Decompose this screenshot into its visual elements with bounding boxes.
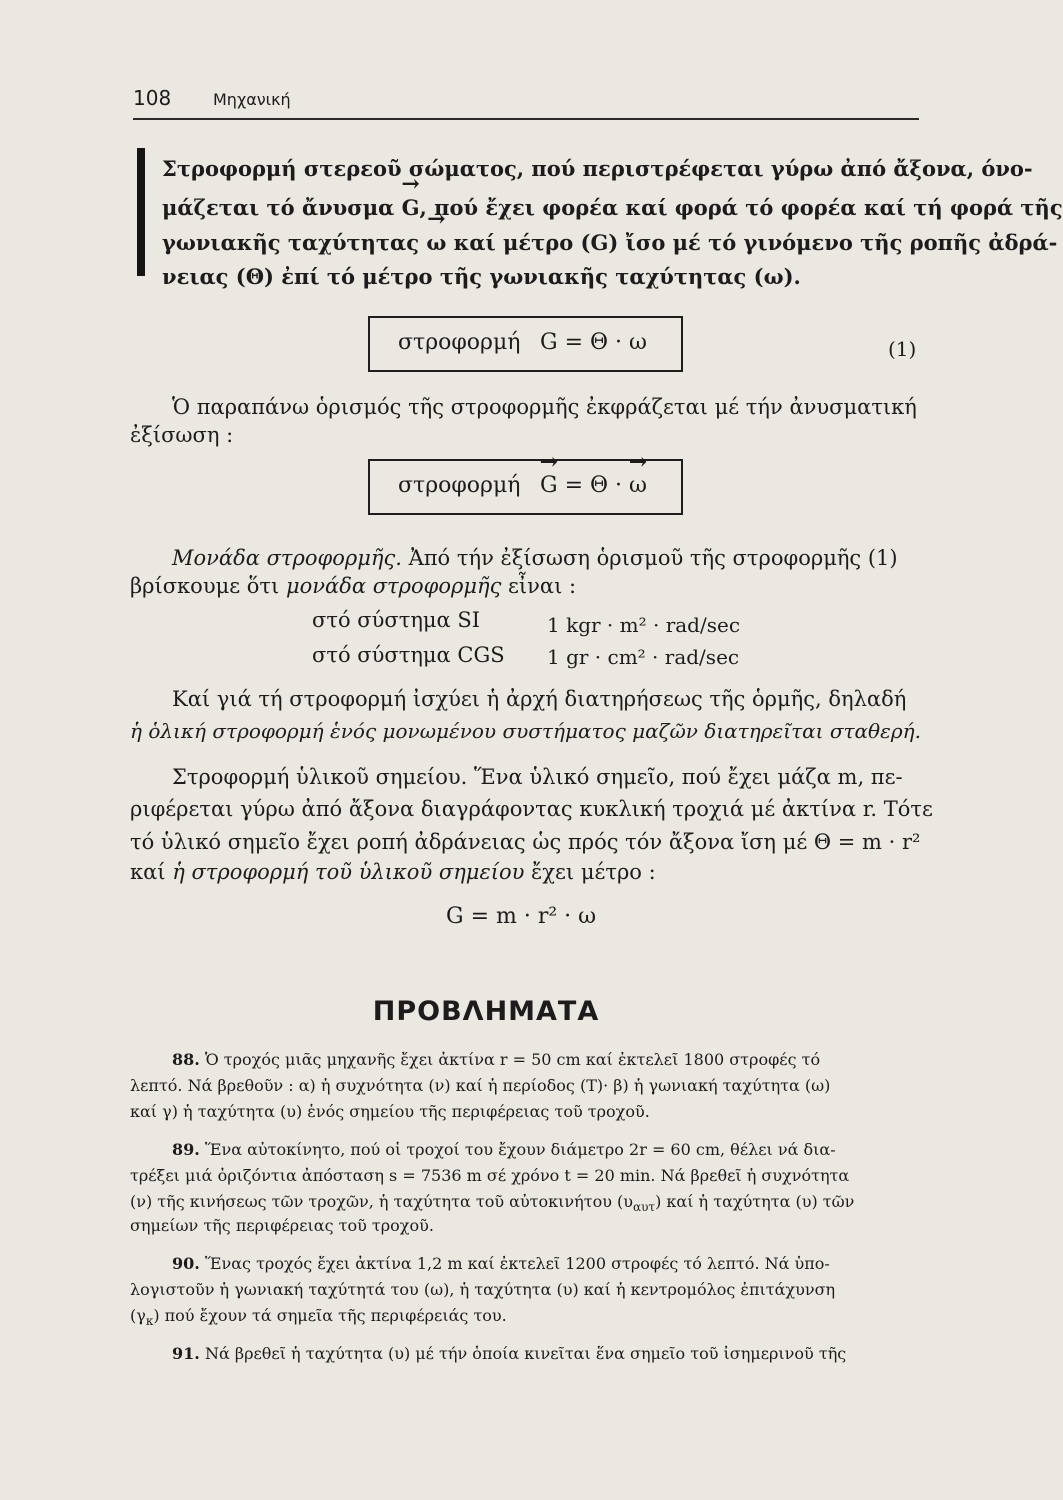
vector-intro-line-2: ἐξίσωση : bbox=[130, 423, 234, 447]
cgs-label: στό σύστημα CGS bbox=[312, 643, 505, 667]
si-label: στό σύστημα SI bbox=[312, 608, 481, 632]
problem-text: Ἕνα αὐτοκίνητο, πού οἱ τροχοί του ἔχουν διάμετρο 2r = 60 cm, θέλει νά δια- bbox=[204, 1140, 836, 1159]
problem-text: Νά βρεθεῖ ἡ ταχύτητα (υ) μέ τήν ὁποία κινεῖται ἕνα σημεῖο τοῦ ἰσημερινοῦ τῆς bbox=[204, 1344, 847, 1363]
formula-1-expression: G = Θ · ω bbox=[540, 330, 647, 355]
point-section-line-3: τό ὑλικό σημεῖο ἔχει ροπή ἀδράνειας ὡς πρός τόν ἄξονα ἴση μέ Θ = m · r² bbox=[130, 830, 921, 854]
problem-number: 88. bbox=[172, 1050, 200, 1069]
definition-line-2 bbox=[162, 195, 1063, 221]
problem-88-line-3: καί γ) ἡ ταχύτητα (υ) ἑνός σημείου τῆς περιφέρειας τοῦ τροχοῦ. bbox=[130, 1102, 650, 1121]
definition-line-1 bbox=[162, 156, 1033, 182]
definition-marker-bar bbox=[137, 148, 145, 276]
formula-1-label: στροφορμή bbox=[398, 330, 521, 355]
point-section-heading: Στροφορμή ὑλικοῦ σημείου. bbox=[172, 765, 468, 789]
vector-omega-symbol: → ω bbox=[629, 473, 647, 498]
problem-88-line-2: λεπτό. Νά βρεθοῦν : α) ἡ συχνότητα (ν) καί ἡ περίοδος (Τ)· β) ἡ γωνιακή ταχύτητα (ω) bbox=[130, 1076, 831, 1095]
units-italic-term: μονάδα στροφορμῆς bbox=[285, 574, 502, 598]
conservation-line-1: Καί γιά τή στροφορμή ἰσχύει ἡ ἀρχή διατηρήσεως τῆς ὁρμῆς, δηλαδή bbox=[172, 687, 907, 711]
formula-2-expression bbox=[540, 473, 647, 498]
vector-g-symbol: → G bbox=[540, 473, 558, 498]
definition-line-4 bbox=[162, 264, 801, 290]
problems-heading: ΠΡΟΒΛΗΜΑΤΑ bbox=[372, 996, 600, 1027]
problem-number: 91. bbox=[172, 1344, 200, 1363]
conservation-line-2: ἡ ὁλική στροφορμή ἑνός μονωμένου συστήματος μαζῶν διατηρεῖται σταθερή. bbox=[130, 719, 921, 743]
units-paragraph-line-1 bbox=[172, 545, 898, 571]
problem-text: Ἕνας τροχός ἔχει ἀκτίνα 1,2 m καί ἐκτελεῖ 1200 στροφές τό λεπτό. Νά ὑπο- bbox=[204, 1254, 830, 1273]
problem-89-line-2: τρέξει μιά ὀριζόντια ἀπόσταση s = 7536 m σέ χρόνο t = 20 min. Νά βρεθεῖ ἡ συχνότητα bbox=[130, 1166, 850, 1185]
formula-2-label: στροφορμή bbox=[398, 473, 521, 498]
vector-intro-line-1: Ὁ παραπάνω ὁρισμός τῆς στροφορμῆς ἐκφράζεται μέ τήν ἀνυσματική bbox=[172, 395, 917, 419]
units-paragraph-line-2 bbox=[130, 573, 576, 599]
point-formula: G = m · r² · ω bbox=[446, 904, 597, 929]
definition-text: , πού ἔχει φορέα καί φορά τό φορέα καί τή φορά τῆς bbox=[419, 195, 1063, 220]
page-number: 108 bbox=[133, 86, 172, 110]
problem-90-line-2: λογιστοῦν ἡ γωνιακή ταχύτητά του (ω), ἡ ταχύτητα (υ) καί ἡ κεντρομόλος ἐπιτάχυνση bbox=[130, 1280, 836, 1299]
definition-text: μάζεται τό ἄνυσμα bbox=[162, 195, 402, 220]
definition-text: νειας (Θ) ἐπί τό μέτρο τῆς γωνιακῆς ταχύτητας (ω). bbox=[162, 264, 801, 289]
formula-2-middle: = Θ · bbox=[557, 473, 630, 498]
subscript: αυτ bbox=[633, 1200, 656, 1215]
units-text: βρίσκουμε ὅτι bbox=[130, 574, 286, 598]
definition-text: καί μέτρο (G) ἴσο μέ τό γινόμενο τῆς ροπῆς ἀδρά- bbox=[446, 230, 1058, 255]
point-section-text: Ἕνα ὑλικό σημεῖο, πού ἔχει μάζα m, πε- bbox=[467, 765, 903, 789]
point-section-line-2: ριφέρεται γύρω ἀπό ἄξονα διαγράφοντας κυκλική τροχιά μέ ἀκτίνα r. Τότε bbox=[130, 797, 933, 821]
problem-89-line-4: σημείων τῆς περιφέρειας τοῦ τροχοῦ. bbox=[130, 1216, 434, 1235]
problem-89-line-1 bbox=[172, 1140, 836, 1160]
problem-text: ) καί ἡ ταχύτητα (υ) τῶν bbox=[655, 1192, 855, 1211]
problem-89-line-3 bbox=[130, 1192, 854, 1217]
definition-text: Στροφορμή στερεοῦ σώματος, πού περιστρέφεται γύρω ἀπό ἄξονα, όνο- bbox=[162, 156, 1033, 181]
point-section-text: καί bbox=[130, 860, 173, 884]
problem-90-line-1 bbox=[172, 1254, 830, 1274]
units-heading: Μονάδα στροφορμῆς. bbox=[172, 546, 402, 570]
units-text: εἶναι : bbox=[501, 574, 577, 598]
vector-g-symbol: → G bbox=[402, 195, 420, 221]
problem-text: (γ bbox=[130, 1306, 146, 1325]
problem-number: 89. bbox=[172, 1140, 200, 1159]
si-value: 1 kgr · m² · rad/sec bbox=[547, 613, 741, 637]
point-section-line-1 bbox=[172, 764, 903, 790]
definition-text: γωνιακῆς ταχύτητας bbox=[162, 230, 427, 255]
problem-text: (ν) τῆς κινήσεως τῶν τροχῶν, ἡ ταχύτητα τοῦ αὐτοκινήτου (υ bbox=[130, 1192, 634, 1211]
problem-text: ) πού ἔχουν τά σημεῖα τῆς περιφέρειάς του. bbox=[153, 1306, 507, 1325]
point-section-line-4 bbox=[130, 859, 656, 885]
cgs-value: 1 gr · cm² · rad/sec bbox=[547, 645, 740, 669]
problem-text: Ὁ τροχός μιᾶς μηχανῆς ἔχει ἀκτίνα r = 50 cm καί ἐκτελεῖ 1800 στροφές τό bbox=[204, 1050, 821, 1069]
problem-88-line-1 bbox=[172, 1050, 820, 1070]
equation-number: (1) bbox=[888, 337, 917, 361]
vector-omega-symbol: → ω bbox=[426, 230, 446, 256]
problem-number: 90. bbox=[172, 1254, 200, 1273]
point-section-italic-term: ἡ στροφορμή τοῦ ὑλικοῦ σημείου bbox=[172, 860, 525, 884]
problem-90-line-3 bbox=[130, 1306, 507, 1331]
units-text: Ἀπό τήν ἐξίσωση ὁρισμοῦ τῆς στροφορμῆς (1) bbox=[401, 546, 898, 570]
point-section-text: ἔχει μέτρο : bbox=[524, 860, 656, 884]
running-title: Μηχανική bbox=[213, 90, 291, 109]
page-header bbox=[133, 84, 919, 120]
definition-line-3 bbox=[162, 230, 1057, 256]
subscript: κ bbox=[145, 1314, 154, 1329]
problem-91-line-1 bbox=[172, 1344, 846, 1364]
